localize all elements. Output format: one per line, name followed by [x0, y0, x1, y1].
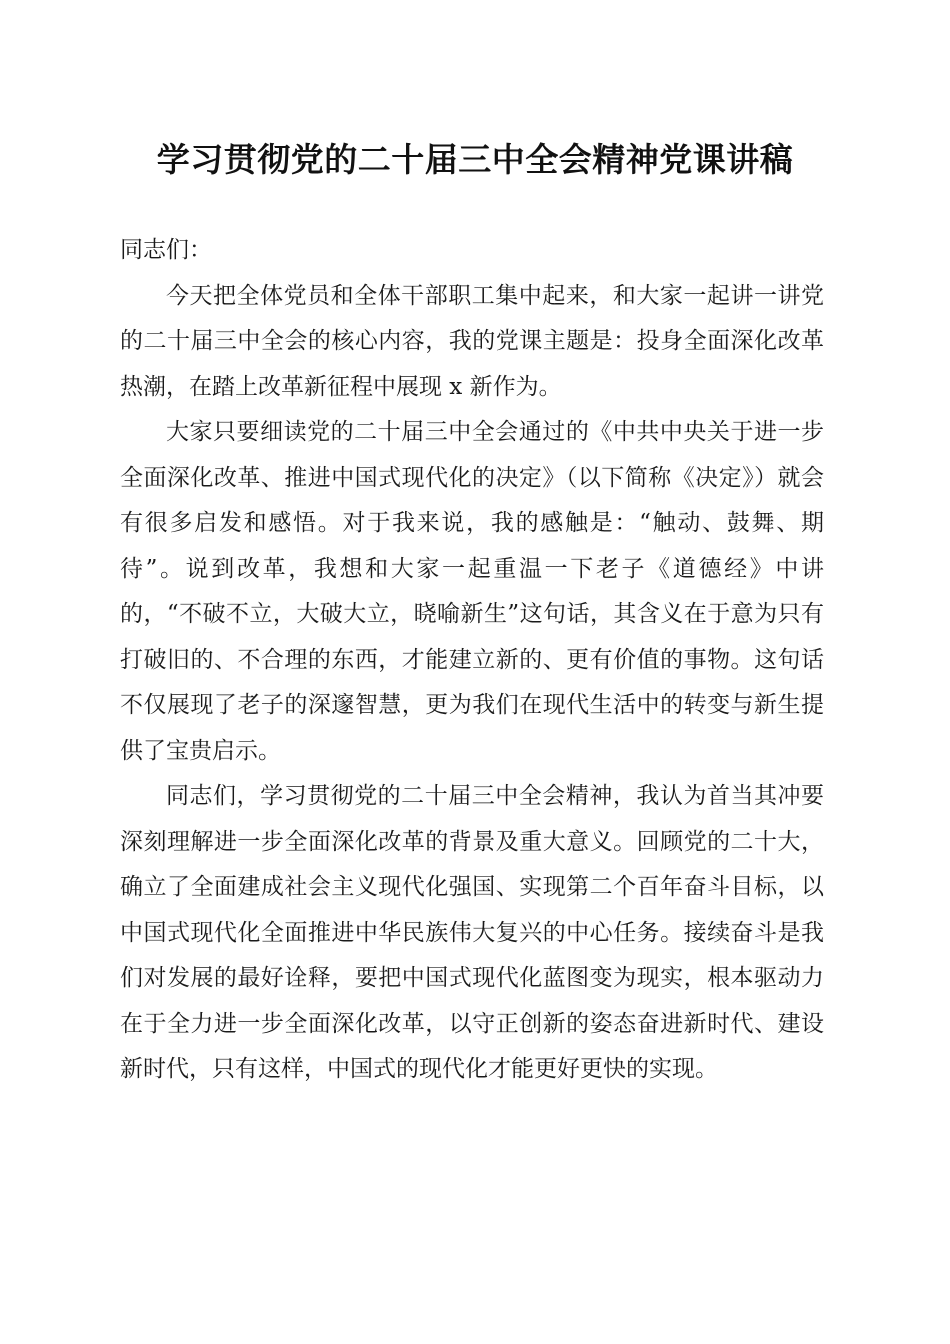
- paragraph-significance: 同志们，学习贯彻党的二十届三中全会精神，我认为首当其冲要深刻理解进一步全面深化改革的背景及重大意义。回顾党的二十大，确立了全面建成社会主义现代化强国、实现第二个百年奋斗目标，以中国式现代化全面推进中华民族伟大复兴的中心任务。接续奋斗是我们对发展的最好诠释，要把中国式现代化蓝图变为现实，根本驱动力在于全力进一步全面深化改革，以守正创新的姿态奋进新时代、建设新时代，只有这样，中国式的现代化才能更好更快的实现。: [120, 783, 824, 1082]
- salutation: 同志们：: [120, 237, 212, 263]
- paragraph-intro: 今天把全体党员和全体干部职工集中起来，和大家一起讲一讲党的二十届三中全会的核心内容，我的党课主题是：投身全面深化改革热潮，在踏上改革新征程中展现 x 新作为。: [120, 282, 824, 400]
- paragraph-decision: 大家只要细读党的二十届三中全会通过的《中共中央关于进一步全面深化改革、推进中国式现代化的决定》（以下简称《决定》）就会有很多启发和感悟。对于我来说，我的感触是：“触动、鼓舞、期待”。说到改革，我想和大家一起重温一下老子《道德经》中讲的，“不破不立，大破大立，晓喻新生”这句话，其含义在于意为只有打破旧的、不合理的东西，才能建立新的、更有价值的事物。这句话不仅展现了老子的深邃智慧，更为我们在现代生活中的转变与新生提供了宝贵启示。: [120, 419, 824, 764]
- document-body: [120, 228, 824, 1093]
- document-title: 学习贯彻党的二十届三中全会精神党课讲稿: [156, 140, 794, 179]
